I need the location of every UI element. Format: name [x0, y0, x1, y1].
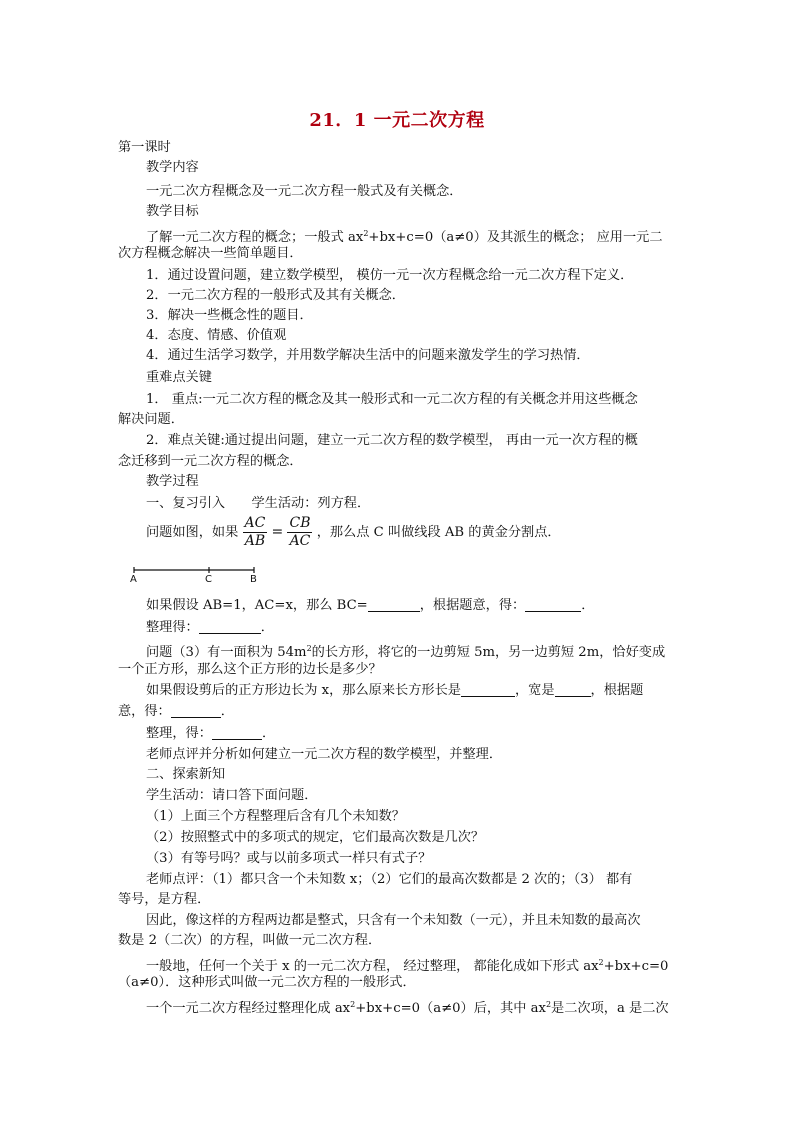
- paragraph: 次方程概念解决一些简单题目．: [118, 246, 303, 261]
- blank-line: [171, 703, 221, 718]
- question-item: （2）按照整式中的多项式的规定，它们最高次数是几次？: [146, 830, 485, 845]
- blank-line: [212, 725, 262, 740]
- section-heading-keypoints: 重难点关键: [146, 370, 212, 385]
- paragraph: 学生活动：请口答下面问题．: [146, 788, 318, 803]
- blank-line: [525, 597, 581, 612]
- question-item: （3）有等号吗？或与以前多项式一样只有式子？: [146, 851, 432, 866]
- paragraph: 老师点评并分析如何建立一元二次方程的数学模型，并整理．: [146, 747, 503, 762]
- paragraph: 整理得： ．: [146, 620, 274, 635]
- point-label-c: C: [205, 574, 212, 585]
- page-title: 21．1 一元二次方程: [309, 110, 485, 131]
- paragraph: 如果假设 AB=1，AC=x，那么 BC= ，根据题意，得： ．: [146, 598, 595, 613]
- line-segment-diagram: [126, 564, 266, 588]
- paragraph: 等号，是方程．: [118, 892, 211, 907]
- fraction-ac-ab: $\frac{AC}{AB}$: [244, 515, 266, 549]
- list-item: 4．态度、情感、价值观: [146, 328, 287, 343]
- paragraph: 问题（3）有一面积为 $54m^2$的长方形，将它的一边剪短 5m，另一边剪短 2m，恰好变成: [146, 644, 666, 660]
- paragraph: 因此，像这样的方程两边都是整式，只含有一个未知数（一元），并且未知数的最高次: [146, 913, 641, 928]
- paragraph: 如果假设剪后的正方形边长为 x，那么原来长方形长是 ，宽是 ，根据题: [146, 683, 644, 698]
- blank-line: [199, 619, 261, 634]
- paragraph: 1． 重点:一元二次方程的概念及其一般形式和一元二次方程的有关概念并用这些概念: [146, 392, 638, 407]
- point-label-a: A: [130, 574, 137, 585]
- question-item: （1）上面三个方程整理后含有几个未知数？: [146, 809, 405, 824]
- paragraph: 2．难点关键:通过提出问题，建立一元二次方程的数学模型， 再由一元一次方程的概: [146, 433, 638, 448]
- golden-ratio-question: 问题如图，如果 $\frac{AC}{AB}$ = $\frac{CB}{AC}$ ，那么点 C 叫做线段 AB 的黄金分割点．: [146, 515, 561, 549]
- blank-line: [461, 682, 515, 697]
- paragraph: 一、复习引入 学生活动：列方程．: [146, 496, 371, 511]
- fraction-cb-ac: $\frac{CB}{AC}$: [289, 515, 311, 549]
- paragraph: 一般地，任何一个关于 x 的一元二次方程， 经过整理， 都能化成如下形式 $ax^2+bx+c=0$: [146, 958, 669, 974]
- list-item: 2．一元二次方程的一般形式及其有关概念．: [146, 288, 405, 303]
- section-heading-content: 教学内容: [146, 160, 199, 175]
- paragraph: 一个正方形，那么这个正方形的边长是多少？: [118, 662, 382, 677]
- section-heading-process: 教学过程: [146, 474, 199, 489]
- blank-line: [368, 597, 420, 612]
- paragraph: 念迁移到一元二次方程的概念．: [118, 454, 303, 469]
- paragraph: 老师点评：（1）都只含一个未知数 x；（2）它们的最高次数都是 2 次的；（3） 都有: [146, 872, 633, 887]
- paragraph: 整理，得： ．: [146, 726, 276, 741]
- paragraph: 一个一元二次方程经过整理化成 $ax^2+bx+c=0(a\ne 0)$后，其中 $ax^2$是二次项，a 是二次: [146, 1000, 669, 1016]
- point-label-b: B: [250, 574, 257, 585]
- paragraph: 了解一元二次方程的概念；一般式 $ax^2+bx+c=0(a\ne 0)$及其派生的概念； 应用一元二: [146, 229, 663, 245]
- lesson-period: 第一课时: [118, 140, 171, 155]
- list-item: 3．解决一些概念性的题目．: [146, 308, 313, 323]
- list-item: 1．通过设置问题，建立数学模型， 模仿一元一次方程概念给一元二次方程下定义．: [146, 268, 634, 283]
- paragraph: 数是 2（二次）的方程，叫做一元二次方程．: [118, 933, 382, 948]
- blank-line: [555, 682, 591, 697]
- section-heading-explore: 二、探索新知: [146, 767, 226, 782]
- paragraph: （a≠0）．这种形式叫做一元二次方程的一般形式．: [118, 975, 416, 990]
- section-heading-goals: 教学目标: [146, 204, 199, 219]
- paragraph: 一元二次方程概念及一元二次方程一般式及有关概念．: [146, 184, 463, 199]
- list-item: 4．通过生活学习数学，并用数学解决生活中的问题来激发学生的学习热情．: [146, 348, 590, 363]
- paragraph: 解决问题．: [118, 412, 184, 427]
- paragraph: 意，得： ．: [118, 704, 234, 719]
